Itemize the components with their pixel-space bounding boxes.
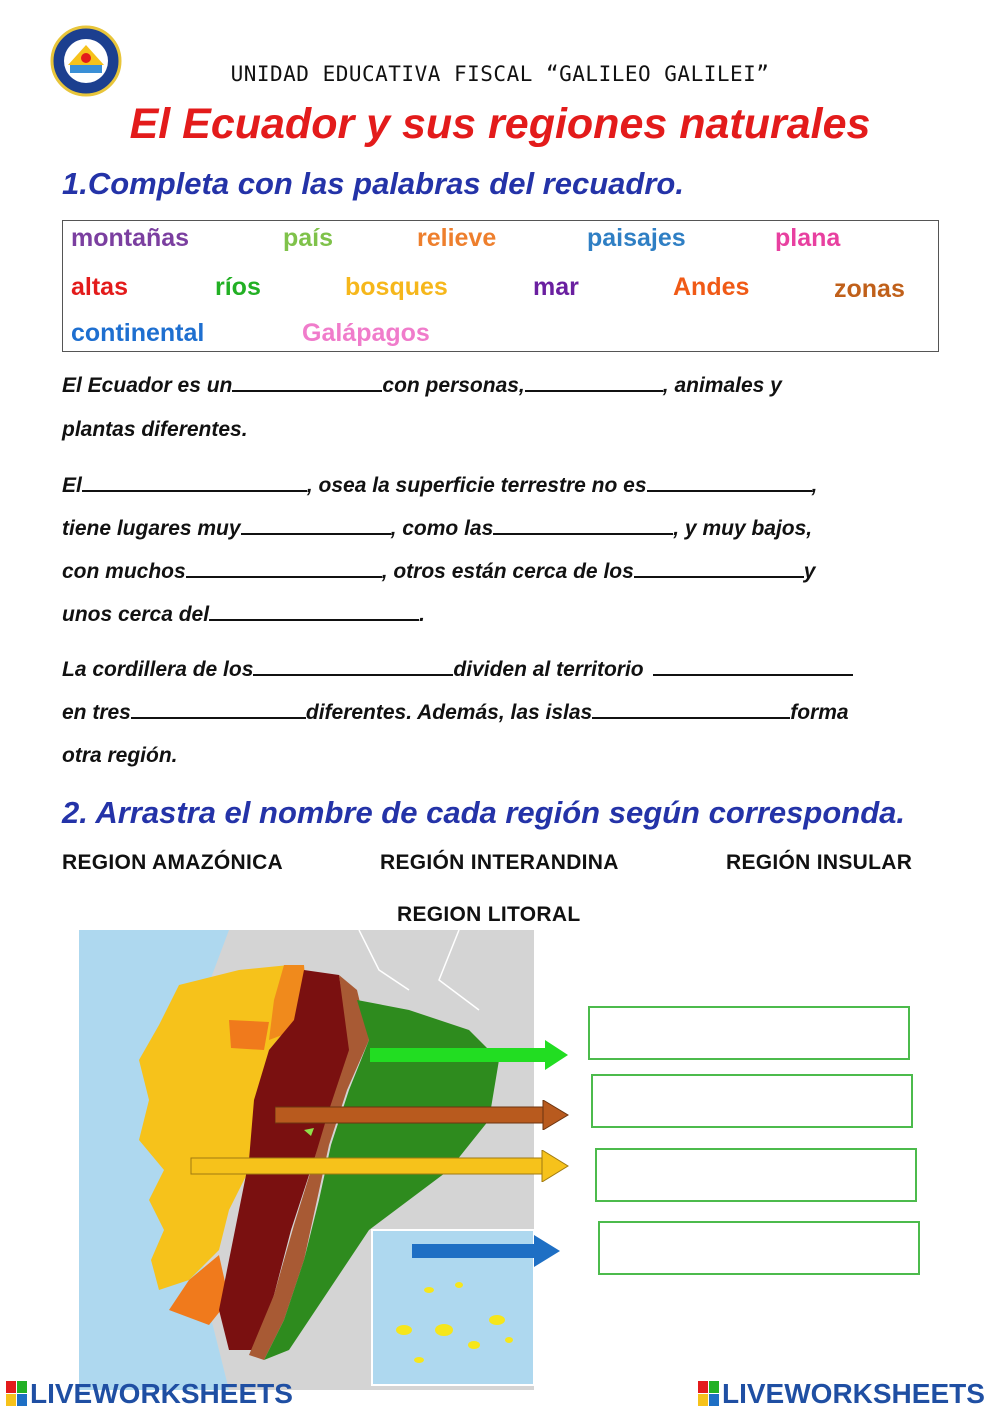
paragraph-text: , [811, 474, 818, 497]
paragraph-text: con muchos [62, 560, 186, 583]
footer-logo-right [698, 1378, 985, 1410]
paragraph-text: , y muy bajos, [673, 517, 813, 540]
arrow-blue-icon [412, 1235, 562, 1267]
paragraph-2-line-2 [62, 517, 812, 541]
paragraph-text: dividen al territorio [453, 658, 644, 681]
paragraph-text: diferentes. Además, las islas [305, 701, 593, 724]
school-name: UNIDAD EDUCATIVA FISCAL “GALILEO GALILEI” [230, 62, 770, 86]
blank-3[interactable] [82, 474, 307, 492]
paragraph-text: unos cerca del [62, 603, 210, 626]
blank-7[interactable] [186, 560, 382, 578]
paragraph-text: El Ecuador es un [62, 374, 233, 397]
paragraph-3-line-2 [62, 701, 849, 725]
word-altas[interactable]: altas [71, 273, 128, 301]
paragraph-text: tiene lugares muy [62, 517, 241, 540]
word-bank [62, 220, 939, 352]
drop-box-3[interactable] [595, 1148, 917, 1202]
word-andes[interactable]: Andes [673, 273, 750, 301]
paragraph-text: , animales y [662, 374, 782, 397]
word-relieve[interactable]: relieve [417, 224, 497, 252]
word-plana[interactable]: plana [775, 224, 841, 252]
word-zonas[interactable]: zonas [834, 275, 905, 303]
liveworksheets-icon [6, 1381, 28, 1407]
arrow-yellow-icon [190, 1150, 570, 1182]
paragraph-text: con personas, [382, 374, 525, 397]
footer-brand: LIVEWORKSHEETS [722, 1378, 985, 1409]
paragraph-text: . [419, 603, 425, 626]
paragraph-text: y [803, 560, 816, 583]
word-montanas[interactable]: montañas [71, 224, 190, 252]
paragraph-2-line-4 [62, 603, 425, 627]
section-2-heading: 2. Arrastra el nombre de cada región según corresponda. [62, 795, 905, 830]
paragraph-text: , como las [390, 517, 494, 540]
blank-8[interactable] [634, 560, 804, 578]
word-galapagos[interactable]: Galápagos [302, 319, 430, 347]
liveworksheets-icon [698, 1381, 720, 1407]
region-label-interandina[interactable]: REGIÓN INTERANDINA [380, 851, 619, 874]
blank-13[interactable] [592, 701, 790, 719]
paragraph-2-line-1 [62, 474, 817, 498]
paragraph-3-line-3 [62, 744, 178, 768]
paragraph-text: La cordillera de los [62, 658, 254, 681]
paragraph-3-line-1 [62, 658, 853, 682]
drop-box-2[interactable] [591, 1074, 913, 1128]
paragraph-text: forma [790, 701, 849, 724]
blank-2[interactable] [525, 374, 663, 392]
region-label-insular[interactable]: REGIÓN INSULAR [726, 851, 913, 874]
word-mar[interactable]: mar [533, 273, 579, 301]
drop-box-4[interactable] [598, 1221, 920, 1275]
blank-9[interactable] [209, 603, 419, 621]
region-label-litoral[interactable]: REGION LITORAL [397, 903, 581, 926]
paragraph-text: , otros están cerca de los [381, 560, 634, 583]
arrow-brown-icon [275, 1100, 570, 1130]
drop-box-1[interactable] [588, 1006, 910, 1060]
blank-6[interactable] [493, 517, 673, 535]
paragraph-text: El [62, 474, 82, 497]
footer-brand: LIVEWORKSHEETS [30, 1378, 293, 1409]
paragraph-text: , osea la superficie terrestre no es [306, 474, 647, 497]
word-bosques[interactable]: bosques [345, 273, 448, 301]
blank-4[interactable] [647, 474, 812, 492]
paragraph-2-line-3 [62, 560, 815, 584]
section-1-heading: 1.Completa con las palabras del recuadro. [62, 166, 684, 201]
arrow-green-icon [370, 1040, 570, 1070]
word-rios[interactable]: ríos [215, 273, 261, 301]
region-label-amazonica[interactable]: REGION AMAZÓNICA [62, 851, 284, 874]
blank-1[interactable] [232, 374, 382, 392]
paragraph-1-line-1 [62, 374, 782, 398]
page-title: El Ecuador y sus regiones naturales [129, 100, 871, 148]
blank-10[interactable] [253, 658, 453, 676]
paragraph-text: plantas diferentes. [62, 418, 248, 441]
word-pais[interactable]: país [283, 224, 334, 252]
blank-11[interactable] [653, 658, 853, 676]
blank-5[interactable] [241, 517, 391, 535]
school-seal [50, 25, 122, 97]
paragraph-1-line-2 [62, 418, 248, 442]
word-continental[interactable]: continental [71, 319, 205, 347]
paragraph-text: otra región. [62, 744, 178, 767]
word-paisajes[interactable]: paisajes [587, 224, 686, 252]
blank-12[interactable] [131, 701, 306, 719]
footer-logo-left [6, 1378, 293, 1410]
paragraph-text: en tres [62, 701, 131, 724]
